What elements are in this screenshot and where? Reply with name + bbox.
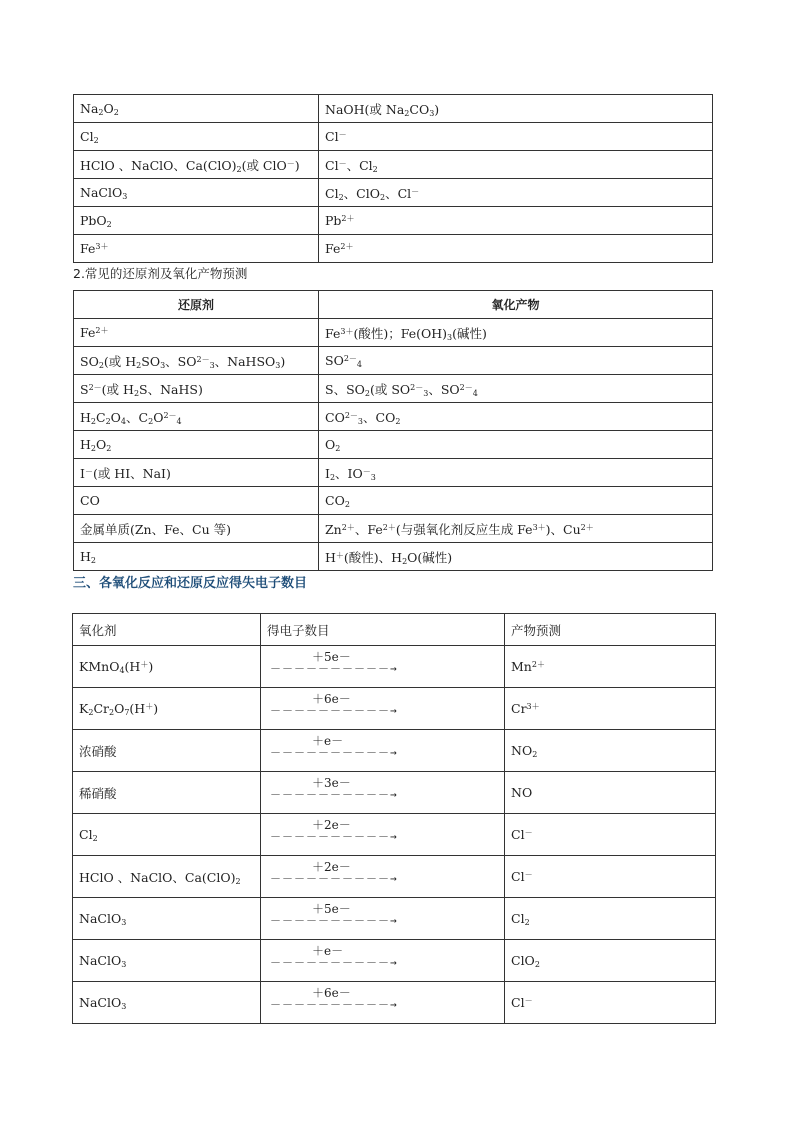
formula-part: (H	[129, 700, 146, 716]
formula-part: 2	[113, 107, 119, 117]
electron-arrow	[267, 818, 397, 848]
formula-part: NO	[511, 785, 533, 800]
table-row	[74, 95, 713, 123]
formula-part: －	[338, 158, 347, 168]
electron-arrow	[267, 986, 397, 1016]
formula-part: HClO 、NaClO、Ca(ClO)	[79, 869, 236, 885]
formula-part: 3	[121, 1001, 127, 1011]
formula-part: 2－	[343, 353, 357, 363]
electron-gain-cell	[261, 982, 505, 1024]
formula-part: 2	[524, 917, 530, 927]
formula-part: NaOH(或 Na	[325, 101, 405, 117]
arrow-line: －－－－－－－－－－→	[270, 788, 398, 801]
oxidant-cell	[73, 856, 261, 898]
oxidant-cell	[74, 123, 319, 151]
formula-part: 、NaHSO	[214, 353, 276, 369]
reduction-product-cell	[319, 235, 713, 263]
electron-count-label: ＋5e－	[312, 650, 351, 664]
table-row	[73, 688, 716, 730]
electron-count-label: ＋6e－	[312, 986, 351, 1000]
formula-part: (或 SO	[369, 381, 411, 397]
oxidant-cell	[73, 688, 261, 730]
formula-part: 2	[534, 959, 540, 969]
formula-part: Cl	[511, 910, 525, 926]
formula-part: (碱性)	[452, 325, 487, 341]
table-row	[74, 515, 713, 543]
formula-part: O	[325, 436, 336, 452]
formula-part: 2	[372, 164, 378, 174]
oxidant-cell	[73, 982, 261, 1024]
electron-gain-cell	[261, 688, 505, 730]
electron-transfer-table	[72, 613, 716, 1024]
electron-count-label: ＋5e－	[312, 902, 351, 916]
formula-part: 3	[357, 416, 363, 426]
formula-part: Na	[80, 100, 99, 116]
electron-arrow	[267, 860, 397, 890]
oxidation-product-cell	[319, 319, 713, 347]
formula-part: CO	[325, 492, 345, 508]
formula-part: K	[79, 700, 89, 716]
formula-part: Cl	[325, 157, 339, 173]
formula-part: 2	[93, 135, 99, 145]
formula-part: －	[524, 996, 533, 1005]
arrow-line: －－－－－－－－－－→	[270, 704, 398, 717]
table-row	[73, 940, 716, 982]
formula-part: NO	[511, 742, 533, 758]
electron-arrow	[267, 776, 397, 806]
formula-part: 2	[90, 555, 96, 565]
formula-part: 2	[404, 108, 410, 118]
reductant-cell	[74, 375, 319, 403]
product-cell	[505, 856, 716, 898]
table-row	[74, 431, 713, 459]
table-row	[74, 207, 713, 235]
table-row	[74, 347, 713, 375]
formula-part: 2＋	[531, 660, 545, 669]
header-oxidation-product: 氧化产物	[319, 291, 713, 319]
formula-part: 2	[344, 499, 350, 509]
formula-part: 2	[98, 360, 104, 370]
table-row	[73, 730, 716, 772]
formula-part: )	[280, 353, 286, 369]
formula-part: 2	[88, 707, 94, 717]
electron-arrow	[267, 734, 397, 764]
formula-part: O	[110, 409, 121, 425]
table3-body	[73, 614, 716, 1024]
formula-part: －	[84, 466, 93, 476]
product-cell	[505, 814, 716, 856]
formula-part: 、C	[126, 409, 149, 425]
formula-part: 2	[98, 107, 104, 117]
formula-part: CO	[80, 493, 100, 508]
oxidation-product-cell	[319, 515, 713, 543]
product-cell	[505, 940, 716, 982]
arrow-line: －－－－－－－－－－→	[270, 998, 398, 1011]
formula-part: 、SO	[428, 381, 460, 397]
formula-part: －	[362, 466, 371, 476]
formula-part: 2	[90, 443, 96, 453]
formula-part: 4	[120, 416, 127, 426]
formula-part: Cl	[511, 995, 525, 1010]
reductant-cell	[74, 515, 319, 543]
formula-part: Fe	[80, 241, 96, 256]
electron-gain-cell	[261, 772, 505, 814]
reductant-cell	[74, 543, 319, 571]
formula-part: Zn	[325, 521, 342, 537]
formula-part: 、IO	[335, 465, 363, 481]
formula-part: 稀硝酸	[79, 785, 117, 801]
formula-part: 2－	[344, 410, 358, 420]
header-reductant: 还原剂	[74, 291, 319, 319]
reduction-product-cell	[319, 95, 713, 123]
table-row	[74, 543, 713, 571]
electron-count-label: ＋e－	[312, 734, 344, 748]
reductant-cell	[74, 347, 319, 375]
formula-part: (酸性)；Fe(OH)	[353, 325, 448, 341]
formula-part: SO	[80, 353, 99, 369]
formula-part: Fe	[325, 241, 341, 256]
header-product-prediction: 产物预测	[505, 614, 716, 646]
oxidant-cell	[74, 235, 319, 263]
electron-gain-cell	[261, 730, 505, 772]
formula-part: 、Cl	[385, 185, 412, 201]
oxidant-product-table-continued	[73, 94, 713, 263]
formula-part: 2	[335, 443, 341, 453]
formula-part: 3	[122, 191, 128, 201]
formula-part: 3＋	[526, 702, 540, 711]
formula-part: O	[153, 409, 164, 425]
reductant-product-table	[73, 290, 713, 571]
formula-part: 2	[105, 416, 111, 426]
formula-part: H	[80, 548, 91, 564]
reduction-product-cell	[319, 151, 713, 179]
formula-part: 7	[124, 707, 130, 717]
electron-count-label: ＋3e－	[312, 776, 351, 790]
formula-part: 2	[329, 472, 336, 482]
formula-part: 金属单质(Zn、Fe、Cu 等)	[80, 521, 231, 537]
electron-gain-cell	[261, 940, 505, 982]
oxidation-product-cell	[319, 431, 713, 459]
table-row	[74, 487, 713, 515]
formula-part: 3	[121, 917, 127, 927]
formula-part: NaClO	[79, 910, 122, 926]
formula-part: 4	[119, 665, 125, 675]
reduction-product-cell	[319, 207, 713, 235]
formula-part: PbO	[80, 212, 107, 228]
table1-body	[74, 95, 713, 263]
oxidant-cell	[73, 772, 261, 814]
arrow-line: －－－－－－－－－－→	[270, 872, 398, 885]
formula-part: O	[96, 436, 107, 452]
oxidant-cell	[73, 940, 261, 982]
formula-part: ClO	[511, 952, 535, 968]
formula-part: KMnO	[79, 658, 120, 674]
table-row	[74, 235, 713, 263]
table-row	[74, 459, 713, 487]
formula-part: －	[524, 828, 533, 837]
formula-part: 2	[106, 219, 112, 229]
formula-part: 3	[121, 959, 127, 969]
table-row	[73, 814, 716, 856]
formula-part: 3	[447, 332, 453, 342]
formula-part: 3	[370, 472, 376, 482]
formula-part: C	[96, 409, 106, 425]
formula-part: 2＋	[95, 326, 109, 335]
formula-part: (与强氧化剂反应生成 Fe	[395, 521, 533, 537]
formula-part: H	[80, 409, 91, 425]
formula-part: H	[325, 549, 336, 565]
formula-part: 2	[133, 388, 140, 398]
formula-part: ＋	[140, 659, 149, 669]
formula-part: S	[80, 381, 89, 397]
oxidant-cell	[74, 179, 319, 207]
oxidant-cell	[74, 95, 319, 123]
formula-part: 2	[235, 876, 241, 886]
table-row	[74, 151, 713, 179]
formula-part: Cl	[511, 869, 525, 884]
formula-part: (或 ClO	[241, 157, 287, 173]
oxidation-product-cell	[319, 487, 713, 515]
formula-part: 、Cl	[346, 157, 373, 173]
table-row	[74, 319, 713, 347]
arrow-line: －－－－－－－－－－→	[270, 662, 398, 675]
reductant-cell	[74, 459, 319, 487]
arrow-line: －－－－－－－－－－→	[270, 746, 398, 759]
header-electron-count: 得电子数目	[261, 614, 505, 646]
formula-part: Cl	[80, 128, 94, 144]
formula-part: 2	[338, 192, 344, 202]
formula-part: 、CO	[363, 409, 396, 425]
formula-part: Cl	[79, 826, 93, 842]
oxidation-product-cell	[319, 375, 713, 403]
table-row	[73, 772, 716, 814]
formula-part: 2	[402, 556, 408, 566]
formula-part: 4	[472, 388, 478, 398]
header-oxidant: 氧化剂	[73, 614, 261, 646]
electron-gain-cell	[261, 898, 505, 940]
product-cell	[505, 772, 716, 814]
section-2-label: 2.常见的还原剂及氧化产物预测	[73, 266, 248, 281]
oxidation-product-cell	[319, 347, 713, 375]
table-row	[73, 898, 716, 940]
table2-header-row	[74, 291, 713, 319]
section-3-title: 三、各氧化反应和还原反应得失电子数目	[73, 576, 308, 591]
formula-part: 2	[395, 416, 401, 426]
arrow-line: －－－－－－－－－－→	[270, 914, 398, 927]
formula-part: ＋	[335, 550, 344, 560]
formula-part: (或 HI、NaI)	[92, 465, 171, 481]
formula-part: 2－	[163, 410, 177, 420]
formula-part: 2	[106, 443, 112, 453]
formula-part: H	[80, 436, 91, 452]
formula-part: 2－	[88, 382, 102, 392]
formula-part: 、SO	[165, 353, 197, 369]
electron-arrow	[267, 692, 397, 722]
table-row	[73, 856, 716, 898]
formula-part: O	[103, 100, 114, 116]
formula-part: 3	[160, 360, 166, 370]
formula-part: 3＋	[532, 522, 546, 532]
formula-part: I	[80, 465, 85, 481]
oxidation-product-cell	[319, 459, 713, 487]
formula-part: (或 H	[103, 353, 137, 369]
electron-count-label: ＋e－	[312, 944, 344, 958]
electron-arrow	[267, 902, 397, 932]
reductant-cell	[74, 487, 319, 515]
formula-part: 2＋	[382, 522, 396, 532]
electron-arrow	[267, 944, 397, 974]
formula-part: 2	[92, 833, 98, 843]
formula-part: NaClO	[79, 994, 122, 1010]
formula-part: Cl	[511, 827, 525, 842]
formula-part: Cl	[325, 185, 339, 201]
formula-part: (或 H	[101, 381, 134, 397]
product-cell	[505, 898, 716, 940]
product-cell	[505, 982, 716, 1024]
table3-header-row	[73, 614, 716, 646]
formula-part: 2	[108, 707, 115, 717]
electron-gain-cell	[261, 646, 505, 688]
table2-body	[74, 319, 713, 571]
product-cell	[505, 646, 716, 688]
formula-part: 2－	[410, 382, 424, 392]
formula-part: 4	[356, 359, 362, 369]
formula-part: CO	[409, 101, 430, 117]
formula-part: )	[434, 101, 440, 117]
electron-count-label: ＋6e－	[312, 692, 351, 706]
table-row	[74, 403, 713, 431]
formula-part: S、SO	[325, 381, 365, 397]
table-row	[73, 982, 716, 1024]
formula-part: 2＋	[341, 522, 355, 532]
formula-part: 2	[532, 749, 538, 759]
formula-part: SO	[325, 352, 344, 368]
formula-part: 2	[236, 164, 242, 174]
electron-count-label: ＋2e－	[312, 818, 351, 832]
formula-part: (H	[124, 658, 141, 674]
formula-part: Cr	[511, 701, 527, 716]
formula-part: 3＋	[95, 242, 109, 251]
reductant-cell	[74, 403, 319, 431]
table-row	[73, 646, 716, 688]
oxidant-cell	[74, 151, 319, 179]
formula-part: 2＋	[341, 214, 355, 223]
formula-part: )	[294, 157, 300, 173]
product-cell	[505, 688, 716, 730]
formula-part: 2	[364, 388, 370, 398]
formula-part: (酸性)、H	[343, 549, 403, 565]
formula-part: O	[114, 700, 125, 716]
arrow-line: －－－－－－－－－－→	[270, 830, 398, 843]
table-row	[74, 123, 713, 151]
formula-part: 浓硝酸	[79, 743, 117, 759]
formula-part: 、ClO	[343, 185, 380, 201]
electron-gain-cell	[261, 814, 505, 856]
formula-part: －	[286, 158, 295, 168]
formula-part: O(碱性)	[407, 549, 453, 565]
table-row	[74, 375, 713, 403]
oxidant-cell	[73, 898, 261, 940]
formula-part: －	[338, 130, 347, 139]
formula-part: 2	[148, 416, 154, 426]
formula-part: Mn	[511, 659, 532, 674]
formula-part: Cr	[93, 700, 109, 716]
formula-part: S、NaHS)	[139, 381, 203, 397]
formula-part: 2	[379, 192, 386, 202]
formula-part: NaClO	[79, 952, 122, 968]
arrow-line: －－－－－－－－－－→	[270, 956, 398, 969]
formula-part: HClO 、NaClO、Ca(ClO)	[80, 157, 237, 173]
electron-gain-cell	[261, 856, 505, 898]
formula-part: 2－	[459, 382, 473, 392]
oxidant-cell	[74, 207, 319, 235]
electron-count-label: ＋2e－	[312, 860, 351, 874]
reduction-product-cell	[319, 179, 713, 207]
formula-part: 3	[275, 360, 281, 370]
formula-part: Fe	[80, 325, 96, 340]
formula-part: Pb	[325, 213, 342, 228]
formula-part: 、Fe	[354, 521, 383, 537]
formula-part: 2	[90, 416, 96, 426]
formula-part: Fe	[325, 325, 341, 341]
formula-part: Cl	[325, 129, 339, 144]
product-cell	[505, 730, 716, 772]
formula-part: 3	[209, 360, 215, 370]
formula-part: SO	[141, 353, 161, 369]
formula-part: )	[153, 700, 159, 716]
oxidation-product-cell	[319, 403, 713, 431]
formula-part: )	[148, 658, 154, 674]
reductant-cell	[74, 319, 319, 347]
formula-part: I	[325, 465, 330, 481]
formula-part: )、Cu	[545, 521, 581, 537]
formula-part: CO	[325, 409, 345, 425]
formula-part: 3	[429, 108, 435, 118]
formula-part: 4	[176, 416, 182, 426]
formula-part: 2＋	[340, 242, 354, 251]
formula-part: －	[411, 186, 420, 196]
formula-part: －	[524, 870, 533, 879]
oxidant-cell	[73, 814, 261, 856]
oxidant-cell	[73, 646, 261, 688]
table-row	[74, 179, 713, 207]
electron-arrow	[267, 650, 397, 680]
reduction-product-cell	[319, 123, 713, 151]
formula-part: 2	[136, 360, 142, 370]
formula-part: ＋	[145, 701, 154, 711]
formula-part: 2＋	[580, 522, 594, 532]
reductant-cell	[74, 431, 319, 459]
formula-part: 2－	[196, 354, 210, 364]
oxidation-product-cell	[319, 543, 713, 571]
formula-part: 3	[423, 388, 429, 398]
formula-part: 3＋	[340, 326, 354, 336]
oxidant-cell	[73, 730, 261, 772]
formula-part: NaClO	[80, 184, 123, 200]
